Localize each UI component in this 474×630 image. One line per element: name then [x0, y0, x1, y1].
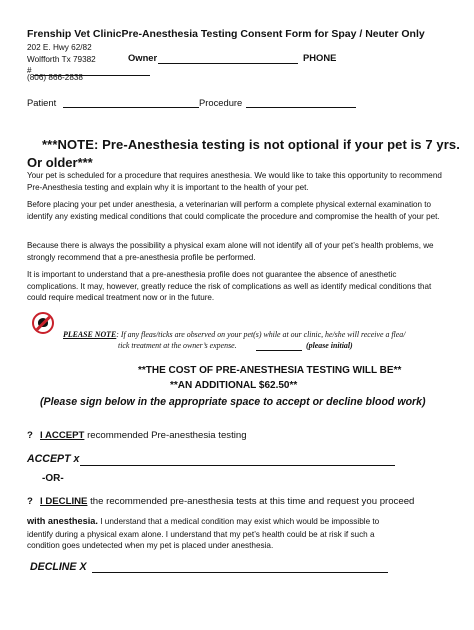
accept-label: I ACCEPT — [40, 430, 85, 441]
paragraph-profile: Because there is always the possibility a physical exam alone will not identify all of your pet’s health problems, we strongly recommend that a pre-anesthesia profile be performed. — [27, 241, 434, 262]
note-heading-line2: Or older*** — [27, 155, 93, 170]
decline-signature-label: DECLINE X — [30, 561, 87, 573]
accept-question-mark: ? — [27, 430, 33, 441]
flea-icon — [38, 318, 48, 327]
decline-row — [40, 496, 414, 507]
procedure-label: Procedure — [199, 97, 243, 108]
clinic-address-line2: Wolfforth Tx 79382 — [27, 55, 96, 64]
clinic-phone-number: (806) 866-2838 — [27, 73, 83, 82]
decline-line3: identify during a physical exam alone. I understand that my pet’s health could be at risk if such a — [27, 530, 375, 539]
cost-instruction: (Please sign below in the appropriate space to accept or decline blood work) — [40, 396, 426, 408]
please-note-line2: tick treatment at the owner’s expense. — [118, 341, 237, 350]
please-note-text: : If any fleas/ticks are observed on your pet(s) while at our clinic, he/she will receive a flea/ — [116, 330, 406, 339]
decline-line4: condition goes undetected when my pet is placed under anesthesia. — [27, 541, 274, 550]
form-title: Frenship Vet ClinicPre-Anesthesia Testing Consent Form for Spay / Neuter Only — [27, 28, 425, 40]
no-fleas-icon — [32, 312, 54, 334]
accept-signature-label: ACCEPT x — [27, 453, 80, 465]
note-heading-line1: ***NOTE: Pre-Anesthesia testing is not optional if your pet is 7 yrs. — [42, 137, 460, 152]
cost-line1: **THE COST OF PRE-ANESTHESIA TESTING WILL BE** — [138, 365, 402, 376]
please-initial-label: (please initial) — [306, 341, 353, 350]
decline-label: I DECLINE — [40, 496, 88, 507]
clinic-address-line1: 202 E. Hwy 62/82 — [27, 43, 92, 52]
cost-line2: **AN ADDITIONAL $62.50** — [170, 380, 298, 391]
accept-row — [40, 430, 247, 441]
paragraph-guarantee: It is important to understand that a pre-anesthesia profile does not guarantee the absence of anesthetic complications. It may, however, greatly reduce the risk of complications as well as identify medical conditions that could require medical treatment now or in the future. — [27, 270, 432, 302]
decline-signature-line[interactable] — [92, 572, 388, 573]
owner-label: Owner — [128, 52, 158, 63]
decline-line2 — [27, 516, 379, 526]
patient-field-line[interactable] — [63, 107, 199, 108]
decline-question-mark: ? — [27, 496, 33, 507]
paragraph-exam: Before placing your pet under anesthesia, a veterinarian will perform a complete physical external examination to identify any existing medical conditions that could complicate the procedure and compromise the health of your pet. — [27, 200, 440, 221]
phone-label: PHONE — [303, 52, 337, 63]
paragraph-intro: Your pet is scheduled for a procedure that requires anesthesia. We would like to take this opportunity to recommend Pre-Anesthesia testing and explain why it is important to the health of your pet. — [27, 171, 442, 192]
accept-text: recommended Pre-anesthesia testing — [87, 430, 247, 441]
owner-field-line[interactable] — [158, 63, 298, 64]
or-divider: -OR- — [42, 473, 64, 484]
procedure-field-line[interactable] — [246, 107, 356, 108]
decline-line2-rest: I understand that a medical condition may exist which would be impossible to — [97, 517, 380, 526]
hash-label: # — [27, 66, 32, 75]
accept-signature-line[interactable] — [80, 465, 395, 466]
decline-text: the recommended pre-anesthesia tests at this time and request you proceed — [90, 496, 415, 507]
patient-label: Patient — [27, 97, 57, 108]
please-note-line1 — [63, 330, 405, 339]
decline-with-anesthesia: with anesthesia. — [27, 516, 98, 526]
please-note-label: PLEASE NOTE — [63, 330, 117, 339]
initial-field-line[interactable] — [256, 350, 302, 351]
